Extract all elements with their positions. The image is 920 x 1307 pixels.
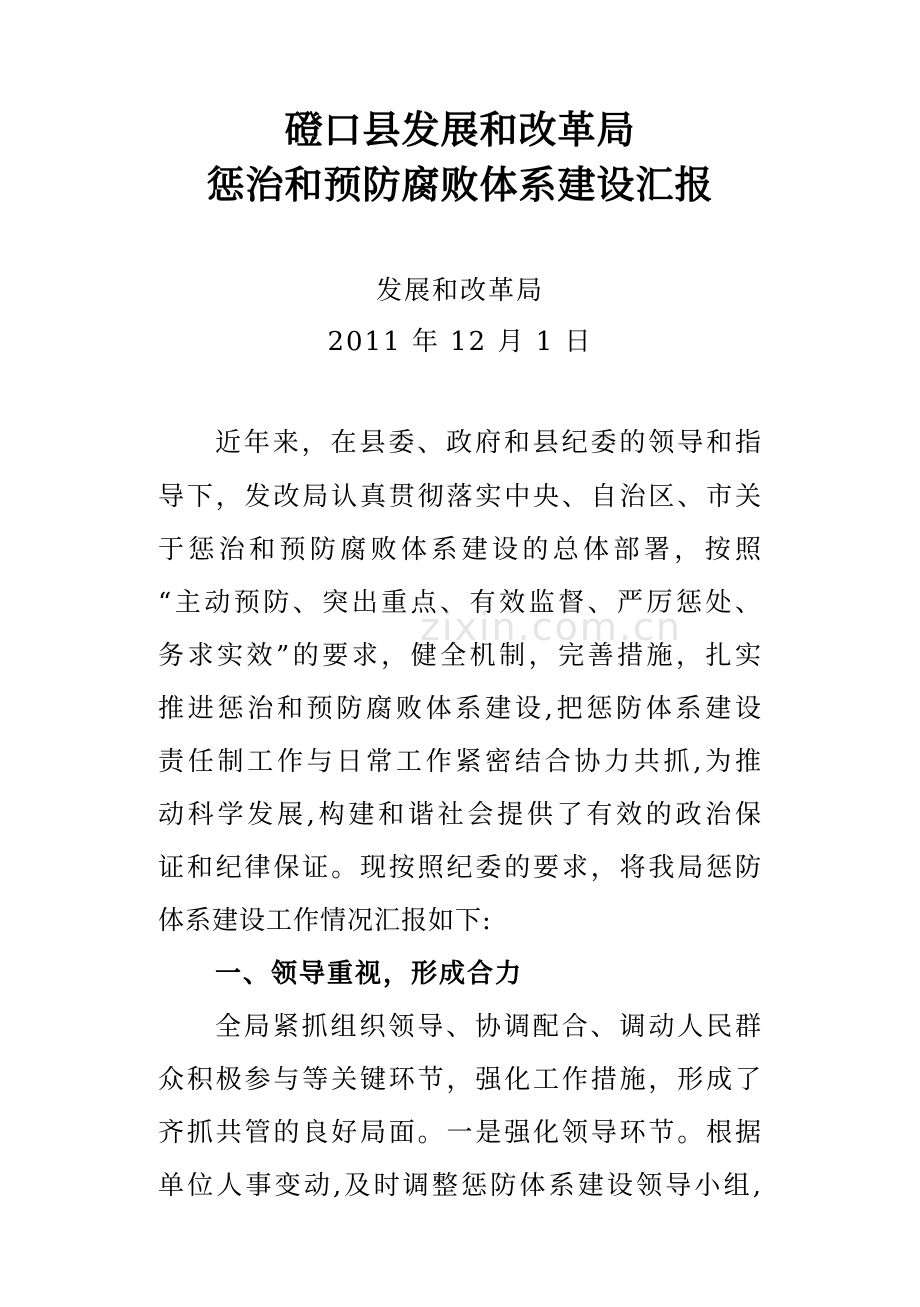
paragraph-line: 众积极参与等关键环节，强化工作措施，形成了 — [158, 1065, 762, 1095]
paragraph-line: 齐抓共管的良好局面。一是强化领导环节。根据 — [158, 1118, 762, 1148]
paragraph-line: 责任制工作与日常工作紧密结合协力共抓,为推 — [158, 747, 762, 777]
paragraph-line: 务求实效”的要求，健全机制，完善措施，扎实 — [158, 641, 762, 671]
document-title-line2: 惩治和预防腐败体系建设汇报 — [206, 163, 714, 207]
paragraph-line: 单位人事变动,及时调整惩防体系建设领导小组, — [158, 1171, 762, 1201]
section-heading: 一、领导重视，形成合力 — [215, 959, 524, 989]
document-title-line1: 磴口县发展和改革局 — [284, 108, 636, 152]
paragraph-line: 于惩治和预防腐败体系建设的总体部署，按照 — [158, 535, 762, 565]
paragraph-line: 近年来，在县委、政府和县纪委的领导和指 — [215, 428, 762, 458]
paragraph-line: 证和纪律保证。现按照纪委的要求，将我局惩防 — [158, 853, 762, 883]
paragraph-line: 体系建设工作情况汇报如下: — [158, 906, 492, 936]
watermark: zixin.com.cn — [420, 605, 682, 649]
paragraph-line: 全局紧抓组织领导、协调配合、调动人民群 — [215, 1012, 762, 1042]
paragraph-line: “主动预防、突出重点、有效监督、严厉惩处、 — [158, 588, 762, 618]
organization-name: 发展和改革局 — [375, 276, 544, 306]
paragraph-line: 动科学发展,构建和谐社会提供了有效的政治保 — [158, 800, 762, 830]
document-date: 2011 年 12 月 1 日 — [327, 327, 593, 357]
paragraph-line: 导下，发改局认真贯彻落实中央、自治区、市关 — [158, 482, 762, 512]
paragraph-line: 推进惩治和预防腐败体系建设,把惩防体系建设 — [158, 694, 762, 724]
